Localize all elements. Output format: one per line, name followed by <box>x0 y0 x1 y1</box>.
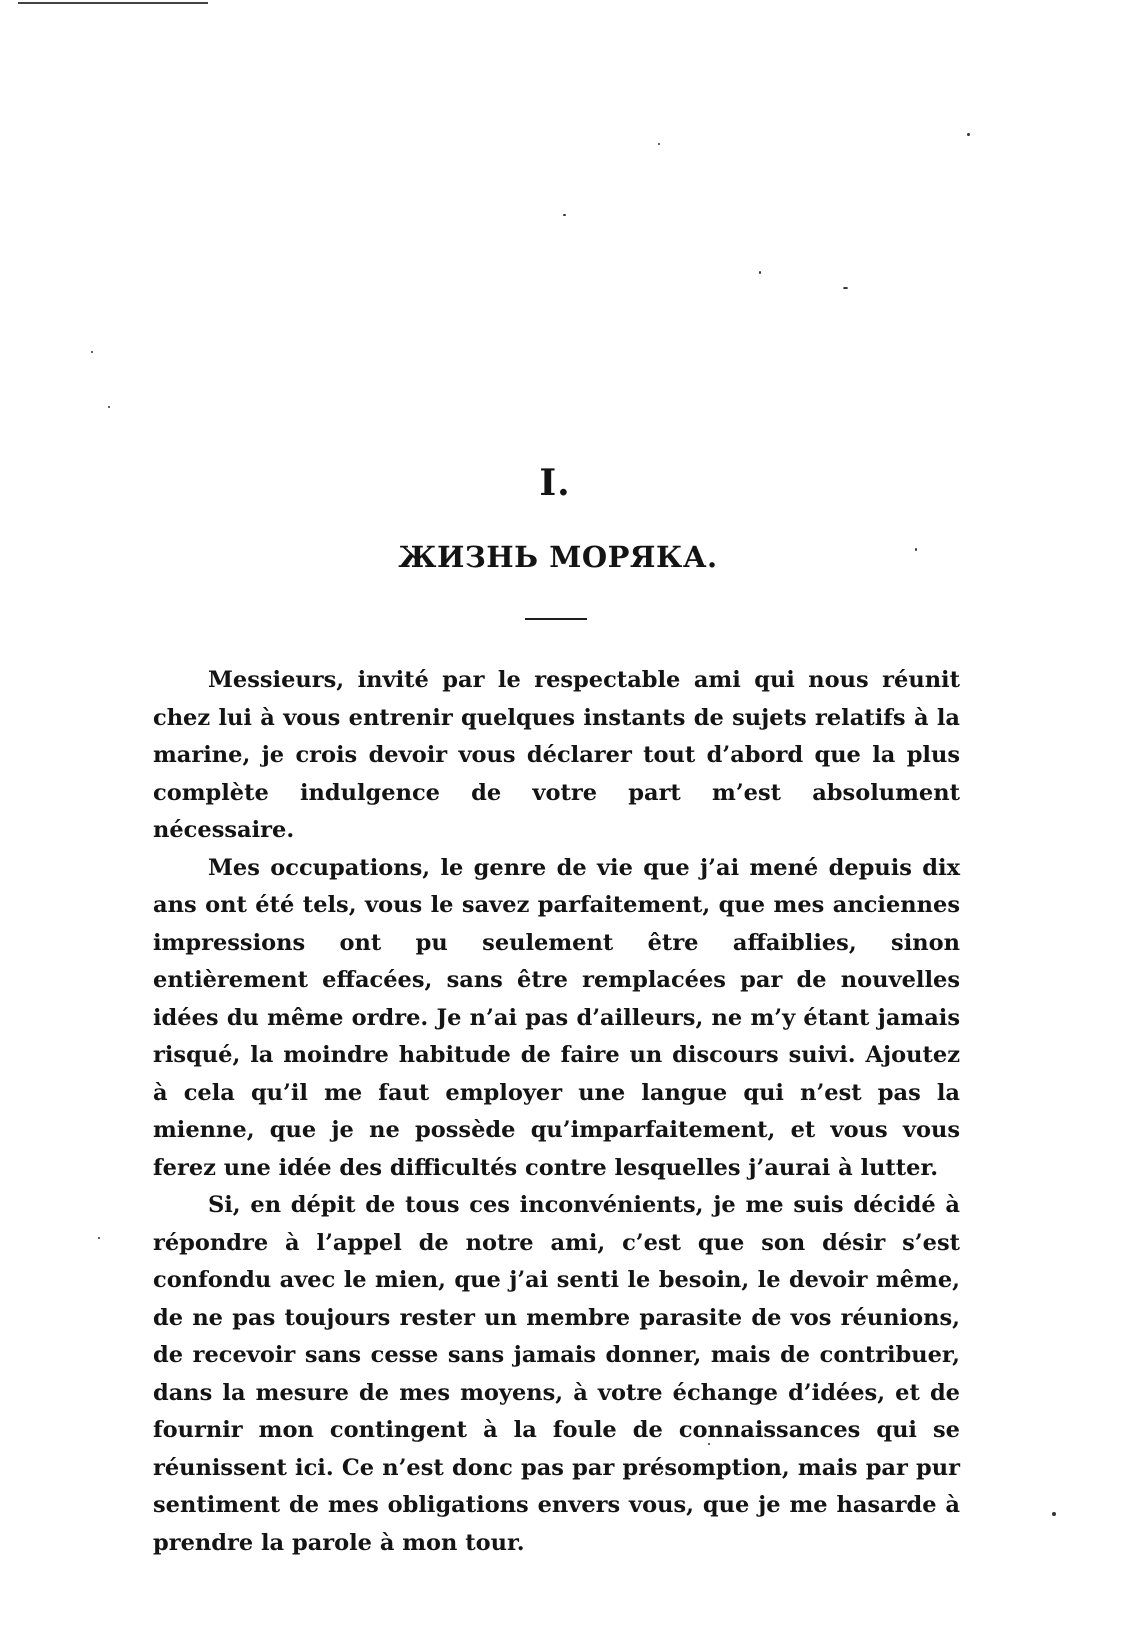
top-edge-rule <box>18 2 208 4</box>
body-text <box>153 662 960 1562</box>
chapter-title: ЖИЗНЬ МОРЯКА. <box>398 540 718 574</box>
scan-speck <box>108 406 110 408</box>
scan-speck <box>843 287 848 289</box>
scan-speck <box>915 548 917 551</box>
scan-speck <box>98 1237 100 1239</box>
paragraph-2: Mes occupations, le genre de vie que j’ai mené depuis dix ans ont été tels, vous le savez parfaitement, que mes anciennes impressions ont pu seulement être affaiblies, sinon entièrement effacées, sans être remplacées par de nouvelles idées du même ordre. Je n’ai pas d’ailleurs, ne m’y étant jamais risqué, la moindre habitude de faire un discours suivi. Ajoutez à cela qu’il me faut employer une langue qui n’est pas la mienne, que je ne possède qu’imparfaitement, et vous vous ferez une idée des difficultés contre lesquelles j’aurai à lutter. <box>153 854 960 1181</box>
scan-speck <box>563 214 566 216</box>
paragraph-1: Messieurs, invité par le respectable ami qui nous réunit chez lui à vous entrenir quelques instants de sujets relatifs à la marine, je crois devoir vous déclarer tout d’abord que la plus complète indulgence de votre part m’est absolument nécessaire. <box>153 667 960 843</box>
scan-speck <box>967 133 970 136</box>
scan-speck <box>1052 1512 1056 1516</box>
scan-speck <box>658 143 660 145</box>
chapter-number: I. <box>539 462 571 504</box>
title-separator-rule <box>525 618 587 620</box>
scan-speck <box>708 1443 710 1445</box>
scan-speck <box>91 351 93 353</box>
paragraph-3: Si, en dépit de tous ces inconvénients, je me suis décidé à répondre à l’appel de notre ami, c’est que son désir s’est confondu avec le mien, que j’ai senti le besoin, le devoir même, de ne pas toujours rester un membre parasite de vos réunions, de recevoir sans cesse sans jamais donner, mais de contribuer, dans la mesure de mes moyens, à votre échange d’idées, et de fournir mon contingent à la foule de connaissances qui se réunissent ici. Ce n’est donc pas par présomption, mais par pur sentiment de mes obligations envers vous, que je me hasarde à prendre la parole à mon tour. <box>153 1192 960 1556</box>
scan-speck <box>759 271 761 274</box>
